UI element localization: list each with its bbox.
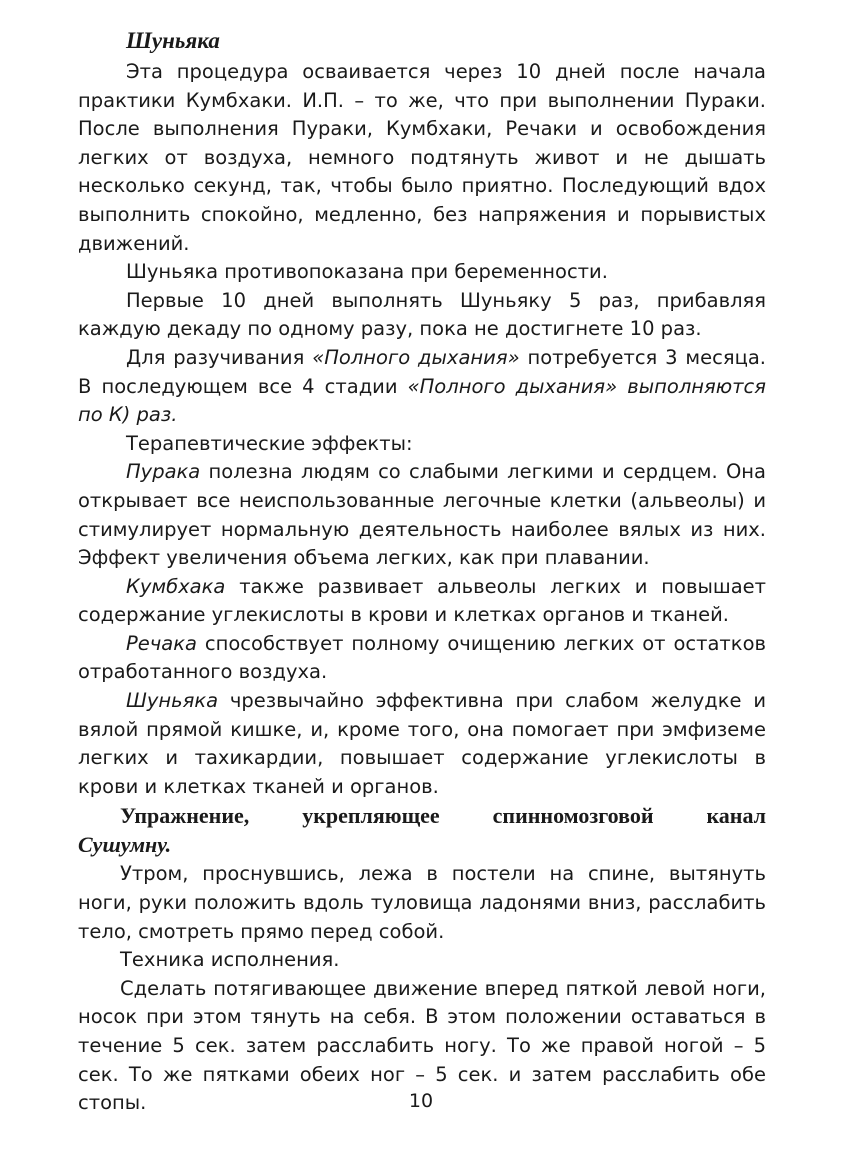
paragraph-shunyaka	[78, 687, 766, 801]
paragraph-technique: Сделать потягивающее движение вперед пяткой левой ноги, носок при этом тянуть на себя. В этом положении оставаться в течение 5 сек. затем расслабить ногу. То же правой ногой – 5 сек. То же пятками обеих ног – 5 сек. и затем расслабить обе стопы.	[78, 976, 766, 1115]
paragraph-intro: Эта процедура осваивается через 10 дней после начала практики Кумбхаки. И.П. – то же, что при выполнении Пураки. После выполнения Пураки, Кумбхаки, Речаки и освобождения легких от воздуха, немного подтянуть живот и не дышать несколько секунд, так, чтобы было приятно. Последующий вдох выполнить спокойно, медленно, без напряжения и порывистых движений.	[78, 60, 766, 255]
italic-term: «Полного дыхания»	[312, 345, 520, 369]
page-content	[78, 24, 766, 1118]
section-title: Шуньяка	[126, 28, 220, 53]
text-segment: полезна людям со слабыми легкими и сердцем. Она открывает все неиспользованные легочные клетки (альвеолы) и стимулирует нормальную деятельность наиболее вялых из них. Эффект увеличения объема легких, как при плавании.	[78, 460, 766, 570]
italic-term: Речака	[126, 631, 197, 655]
text-segment: потребуется 3 месяца. В последующем все 4 стадии	[78, 345, 767, 398]
paragraph-full-breath	[78, 344, 766, 430]
exercise-title-continued: Сушумну.	[78, 832, 172, 858]
italic-term: «Полного дыхания» выполняются по К) раз.	[78, 374, 766, 427]
exercise-title: Упражнение, укрепляющее спинномозговой канал	[120, 803, 766, 829]
paragraph-puraka	[78, 458, 766, 572]
italic-term: Шуньяка	[126, 689, 219, 713]
paragraph-schedule: Первые 10 дней выполнять Шуньяку 5 раз, прибавляя каждую декаду по одному разу, пока не достигнете 10 раз.	[78, 288, 766, 341]
text-segment: чрезвычайно эффективна при слабом желудке и вялой прямой кишке, и, кроме того, она помогает при эмфиземе легких и тахикардии, повышает содержание углекислоты в крови и клетках тканей и органов.	[78, 689, 766, 798]
italic-term: Кумбхака	[126, 574, 226, 598]
paragraph-effects-heading: Терапевтические эффекты:	[126, 431, 413, 455]
page-number: 10	[408, 1090, 434, 1112]
paragraph-starting-position: Утром, проснувшись, лежа в постели на спине, вытянуть ноги, руки положить вдоль туловища ладонями вниз, расслабить тело, смотреть прямо перед собой.	[78, 862, 766, 943]
paragraph-kumbhaka	[78, 573, 766, 630]
paragraph-contraindication: Шуньяка противопоказана при беременности.	[126, 260, 608, 284]
text-segment: способствует полному очищению легких от остатков отработанного воздуха.	[78, 631, 766, 684]
text-segment: Для разучивания	[126, 345, 313, 369]
italic-term: Пурака	[126, 460, 201, 484]
paragraph-technique-heading: Техника исполнения.	[120, 948, 340, 972]
paragraph-rechaka	[78, 630, 766, 687]
text-segment: также развивает альвеолы легких и повышает содержание углекислоты в крови и клетках органов и тканей.	[78, 574, 766, 627]
